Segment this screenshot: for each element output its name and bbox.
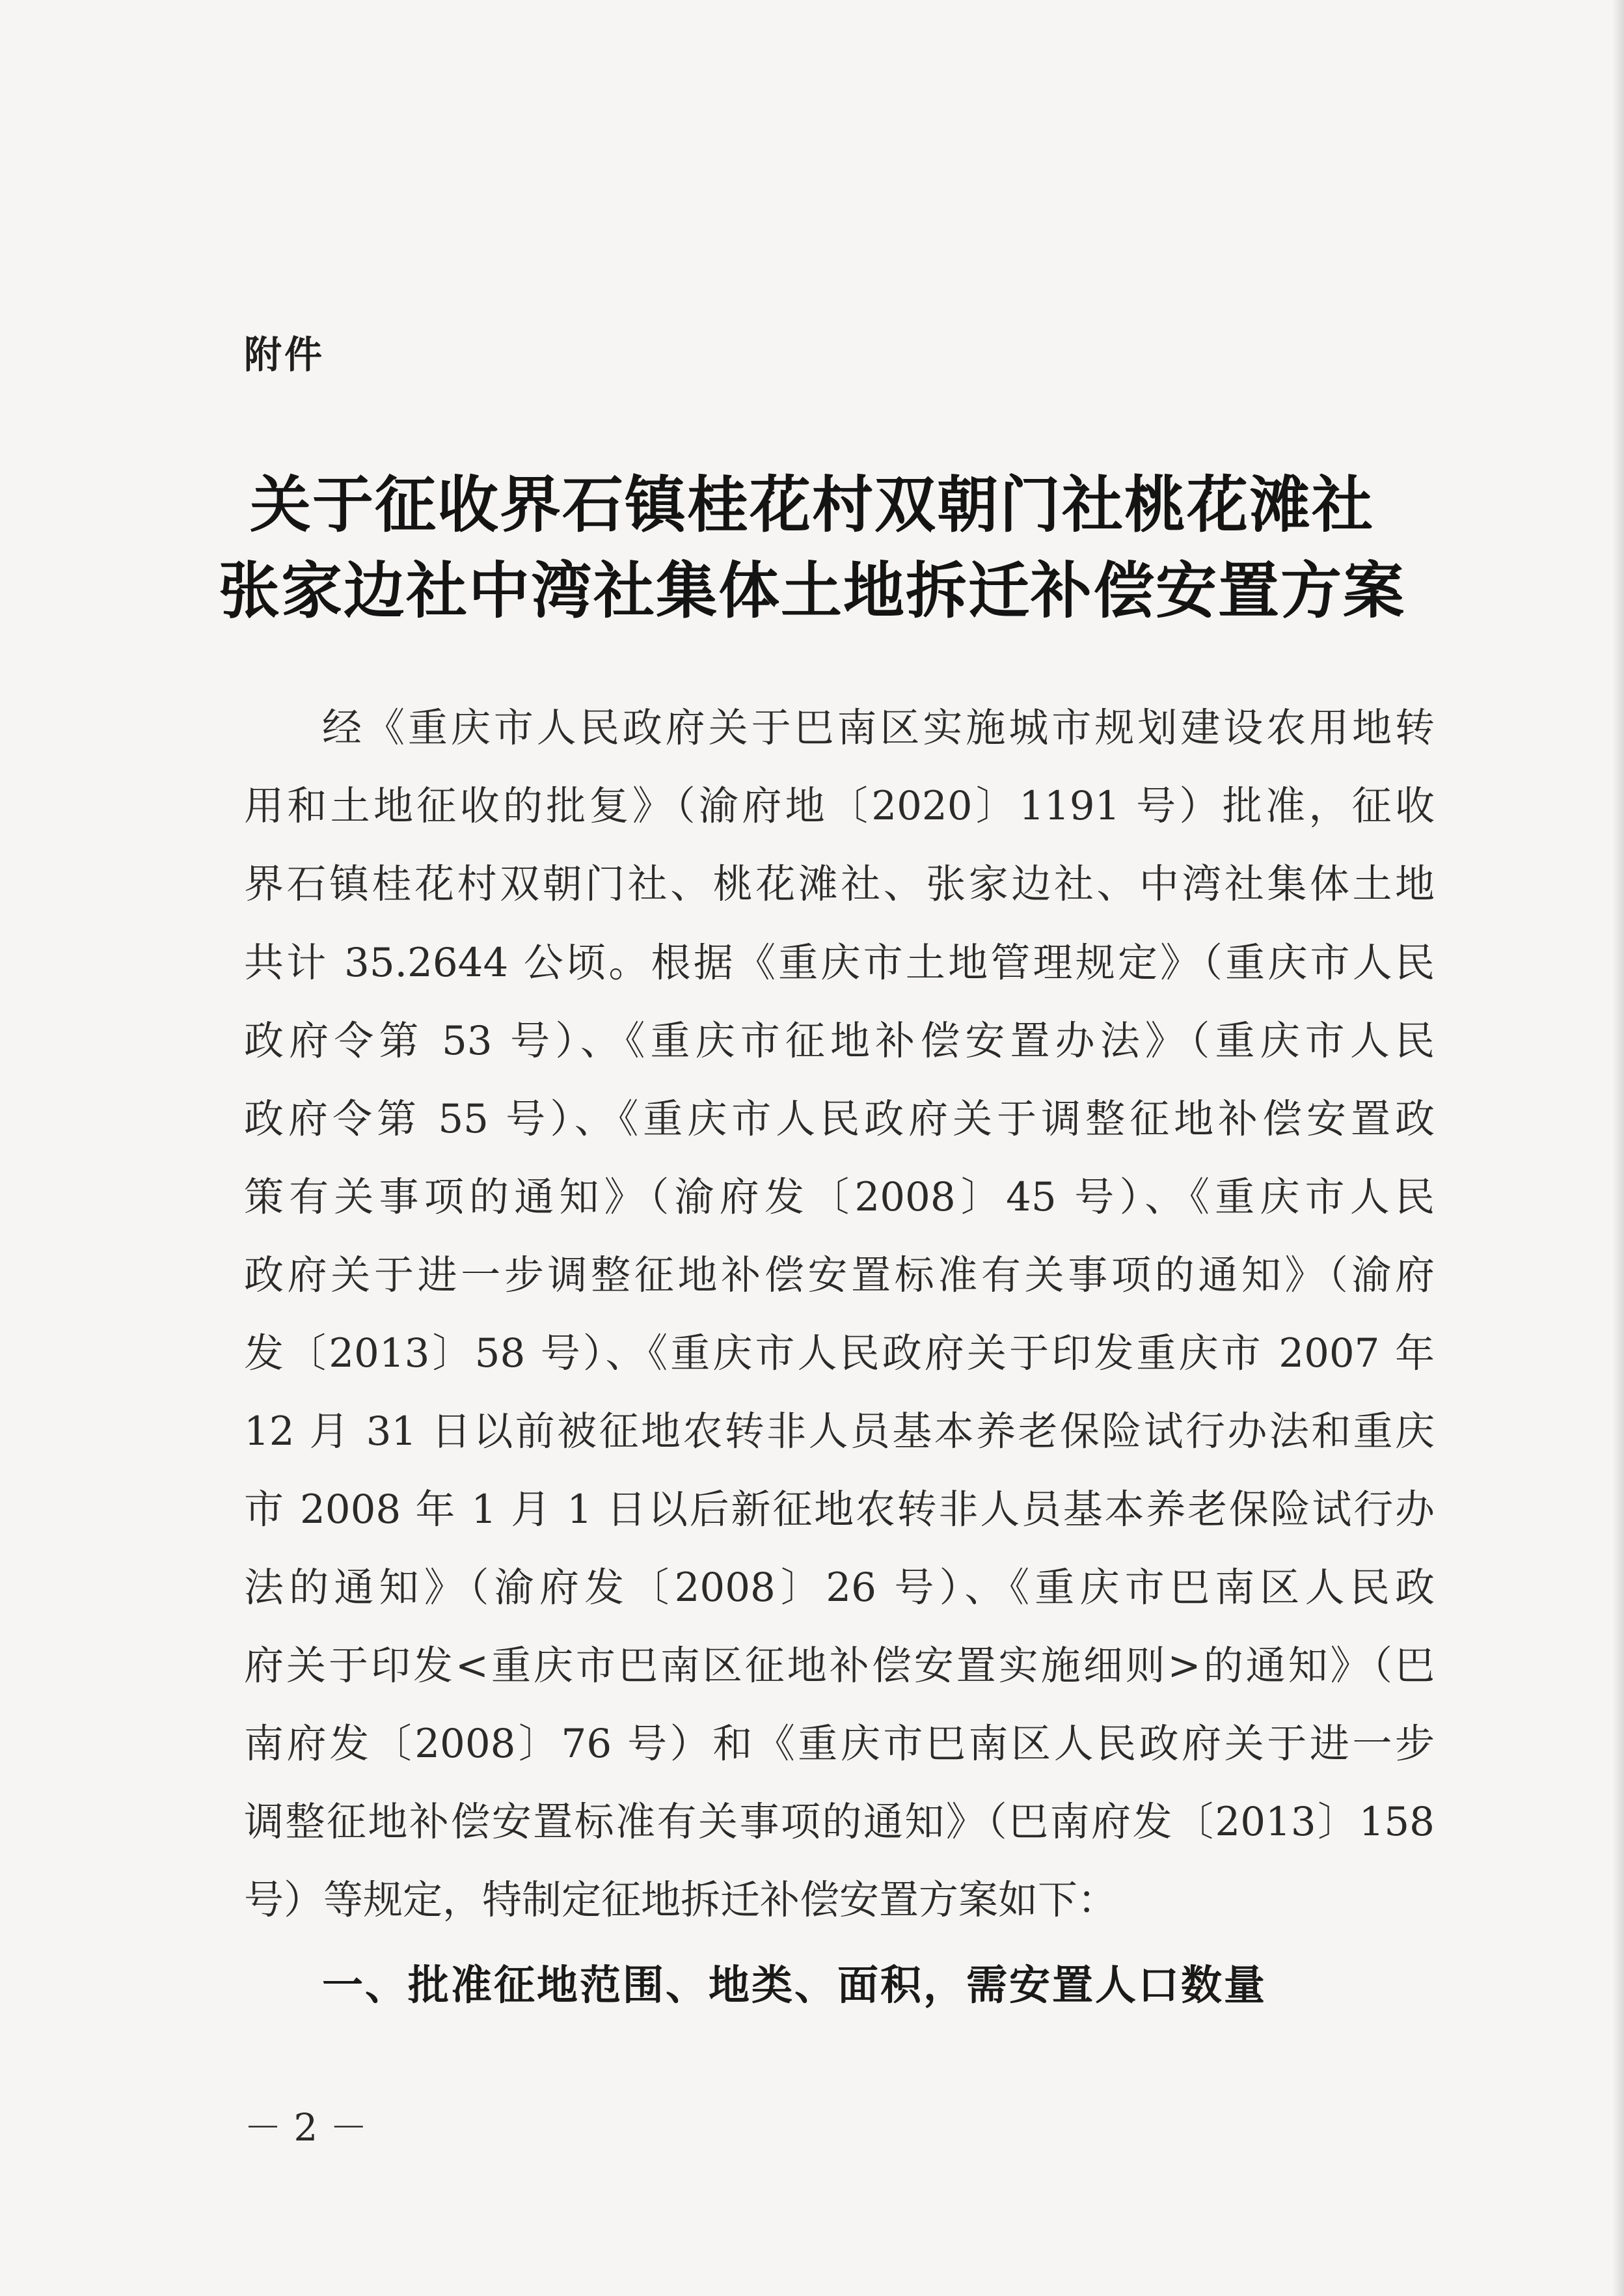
document-title-line-2: 张家边社中湾社集体土地拆迁补偿安置方案 — [218, 555, 1405, 627]
body-line: 策有关事项的通知》（渝府发〔2008〕45 号）、《重庆市人民 — [244, 1174, 1435, 1220]
body-line: 市 2008 年 1 月 1 日以后新征地农转非人员基本养老保险试行办 — [244, 1486, 1435, 1533]
body-line: 经《重庆市人民政府关于巴南区实施城市规划建设农用地转 — [322, 705, 1435, 751]
body-line: 府关于印发<重庆市巴南区征地补偿安置实施细则>的通知》（巴 — [244, 1643, 1435, 1689]
body-line: 12 月 31 日以前被征地农转非人员基本养老保险试行办法和重庆 — [244, 1408, 1435, 1455]
body-line: 号）等规定，特制定征地拆迁补偿安置方案如下： — [244, 1877, 1118, 1923]
document-title-line-1: 关于征收界石镇桂花村双朝门社桃花滩社 — [249, 469, 1374, 541]
page-edge-shadow — [1612, 0, 1624, 2296]
body-line: 界石镇桂花村双朝门社、桃花滩社、张家边社、中湾社集体土地 — [244, 861, 1435, 907]
page-number: － 2 － — [244, 2105, 368, 2150]
body-line: 法的通知》（渝府发〔2008〕26 号）、《重庆市巴南区人民政 — [244, 1565, 1435, 1611]
body-line: 发〔2013〕58 号）、《重庆市人民政府关于印发重庆市 2007 年 — [244, 1330, 1435, 1376]
body-line: 政府令第 53 号）、《重庆市征地补偿安置办法》（重庆市人民 — [244, 1018, 1435, 1064]
body-line: 共计 35.2644 公顷。根据《重庆市土地管理规定》（重庆市人民 — [244, 940, 1435, 986]
body-line: 政府令第 55 号）、《重庆市人民政府关于调整征地补偿安置政 — [244, 1096, 1435, 1142]
attachment-label: 附件 — [244, 333, 325, 377]
body-line: 南府发〔2008〕76 号）和《重庆市巴南区人民政府关于进一步 — [244, 1721, 1435, 1767]
body-line: 调整征地补偿安置标准有关事项的通知》（巴南府发〔2013〕158 — [244, 1799, 1435, 1845]
body-line: 用和土地征收的批复》（渝府地〔2020〕1191 号）批准，征收 — [244, 783, 1435, 829]
section-heading: 一、批准征地范围、地类、面积，需安置人口数量 — [322, 1961, 1267, 2009]
body-line: 政府关于进一步调整征地补偿安置标准有关事项的通知》（渝府 — [244, 1252, 1435, 1298]
